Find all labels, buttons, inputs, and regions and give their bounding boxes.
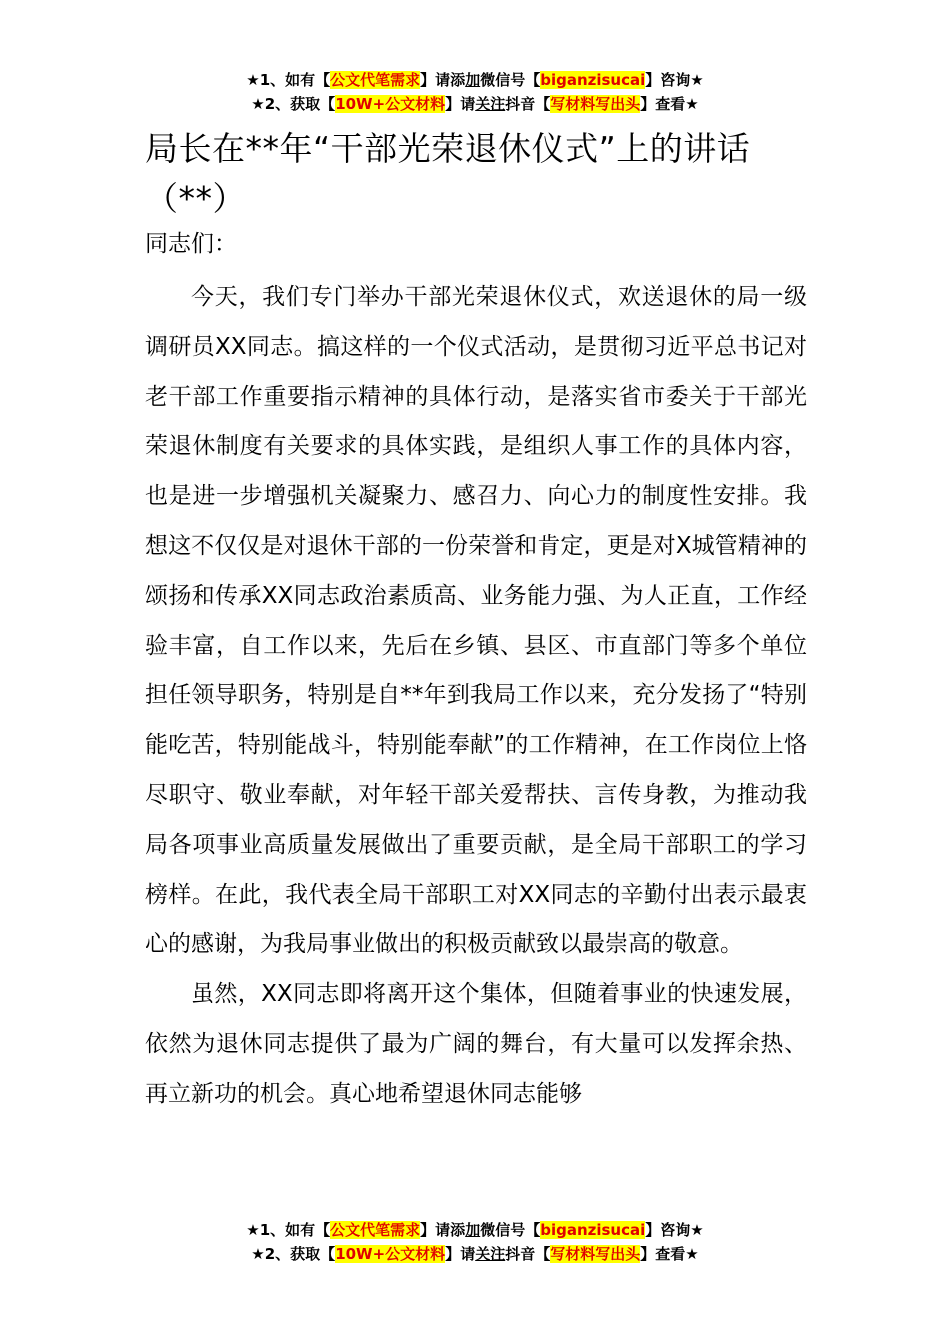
document-title: 局长在**年“干部光荣退休仪式”上的讲话（**） bbox=[145, 129, 751, 218]
highlight-douyin-id: 写材料写出头 bbox=[550, 1245, 641, 1263]
paragraph: 今天，我们专门举办干部光荣退休仪式，欢送退休的局一级调研员XX同志。搞这样的一个仪式活动，是贯彻习近平总书记对老干部工作重要指示精神的具体行动，是落实省市委关于干部光荣退休制度有关要求的具体实践，是组织人事工作的具体内容，也是进一步增强机关凝聚力、感召力、向心力的制度性安排。我想这不仅仅是对退休干部的一份荣誉和肯定，更是对X城管精神的颂扬和传承XX同志政治素质高、业务能力强、为人正直，工作经验丰富，自工作以来，先后在乡镇、县区、市直部门等多个单位担任领导职务，特别是自**年到我局工作以来，充分发扬了“特别能吃苦，特别能战斗，特别能奉献”的工作精神，在工作岗位上恪尽职守、敬业奉献，对年轻干部关爱帮扶、言传身教，为推动我局各项事业高质量发展做出了重要贡献，是全局干部职工的学习榜样。在此，我代表全局干部职工对XX同志的辛勤付出表示最衷心的感谢，为我局事业做出的积极贡献致以最崇高的敬意。 bbox=[145, 284, 807, 958]
top-banner bbox=[0, 68, 950, 116]
banner-line-1: ★1、如有【公文代笔需求】请添加微信号【biganzisucai】咨询★ bbox=[246, 71, 704, 89]
banner-line-2: ★2、获取【10W+公文材料】请关注抖音【写材料写出头】查看★ bbox=[251, 95, 699, 113]
bottom-banner bbox=[0, 1218, 950, 1266]
highlight-wechat-id: biganzisucai bbox=[540, 71, 646, 89]
paragraph: 虽然，XX同志即将离开这个集体，但随着事业的快速发展，依然为退休同志提供了最为广阔的舞台，有大量可以发挥余热、再立新功的机会。真心地希望退休同志能够 bbox=[145, 981, 807, 1107]
banner-line-2: ★2、获取【10W+公文材料】请关注抖音【写材料写出头】查看★ bbox=[251, 1245, 699, 1263]
highlight-materials: 10W+公文材料 bbox=[335, 95, 446, 113]
highlight-wechat-id: biganzisucai bbox=[540, 1221, 646, 1239]
highlight-service: 公文代笔需求 bbox=[330, 1221, 421, 1239]
document-body bbox=[145, 273, 807, 1120]
greeting: 同志们： bbox=[145, 231, 237, 257]
highlight-service: 公文代笔需求 bbox=[330, 71, 421, 89]
highlight-materials: 10W+公文材料 bbox=[335, 1245, 446, 1263]
highlight-douyin-id: 写材料写出头 bbox=[550, 95, 641, 113]
banner-line-1: ★1、如有【公文代笔需求】请添加微信号【biganzisucai】咨询★ bbox=[246, 1221, 704, 1239]
